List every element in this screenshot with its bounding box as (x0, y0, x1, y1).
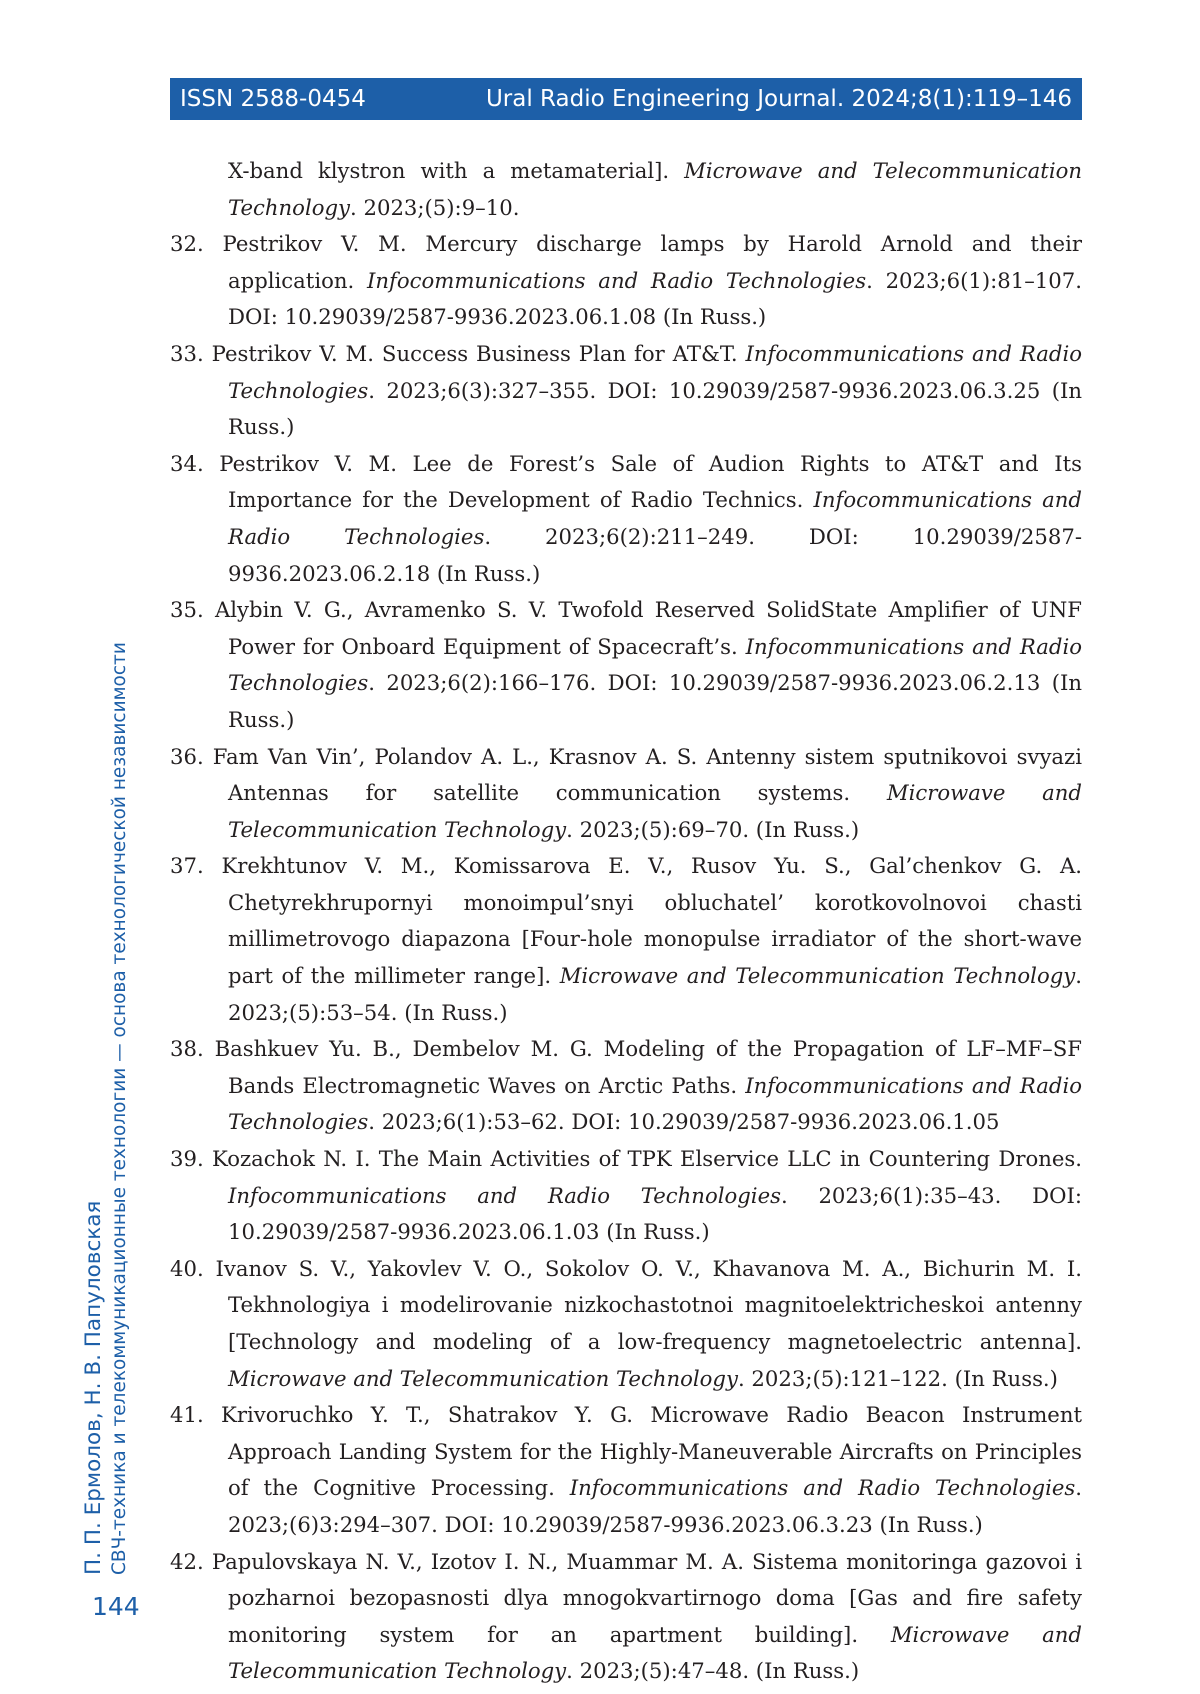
reference-list (170, 153, 1082, 1690)
issn: ISSN 2588-0454 (180, 86, 366, 112)
journal-header (170, 78, 1082, 120)
reference-item: 42. Papulovskaya N. V., Izotov I. N., Muammar M. A. Sistema monitoringa gazovoi i pozharnoi bezopasnosti dlya mnogokvartirnogo doma [Gas and fire safety monitoring system for an apartment building]. Microwave and Telecommunication Technology. 2023;(5):47–48. (In Russ.) (170, 1548, 1082, 1684)
sidebar-authors: П. П. Ермолов, Н. В. Папуловская (81, 1200, 106, 1575)
reference-item: 37. Krekhtunov V. M., Komissarova E. V., Rusov Yu. S., Gal’chenkov G. A. Chetyrekhrupornyi monoimpul’snyi obluchatel’ korotkovolnovoi chasti millimetrovogo diapazona [Four-hole monopulse irradiator of the short-wave part of the millimeter range]. Microwave and Telecommunication Technology. 2023;(5):53–54. (In Russ.) (170, 853, 1082, 1025)
reference-item: 38. Bashkuev Yu. B., Dembelov M. G. Modeling of the Propagation of LF–MF–SF Bands Electromagnetic Waves on Arctic Paths. Infocommunications and Radio Technologies. 2023;6(1):53–62. DOI: 10.29039/2587-9936.2023.06.1.05 (170, 1036, 1083, 1135)
reference-item: 40. Ivanov S. V., Yakovlev V. O., Sokolov O. V., Khavanova M. A., Bichurin M. I. Tekhnologiya i modelirovanie nizkochastotnoi magnitoelektricheskoi antenny [Technology and modeling of a low-frequency magnetoelectric antenna]. Microwave and Telecommunication Technology. 2023;(5):121–122. (In Russ.) (170, 1255, 1083, 1391)
reference-item: 35. Alybin V. G., Avramenko S. V. Twofold Reserved SolidState Amplifier of UNF Power for Onboard Equipment of Spacecraft’s. Infocommunications and Radio Technologies. 2023;6(2):166–176. DOI: 10.29039/2587-9936.2023.06.2.13 (In Russ.) (170, 597, 1082, 732)
reference-item: 36. Fam Van Vin’, Polandov A. L., Krasnov A. S. Antenny sistem sputnikovoi svyazi Antennas for satellite communication systems. Microwave and Telecommunication Technology. 2023;(5):69–70. (In Russ.) (170, 743, 1082, 842)
reference-item: 39. Kozachok N. I. The Main Activities of TPK Elservice LLC in Countering Drones. Infocommunications and Radio Technologies. 2023;6(1):35–43. DOI: 10.29039/2587-9936.2023.06.1.03 (In Russ.) (170, 1146, 1083, 1245)
reference-item: 32. Pestrikov V. M. Mercury discharge lamps by Harold Arnold and their application. Infocommunications and Radio Technologies. 2023;6(1):81–107. DOI: 10.29039/2587-9936.2023.06.1.08 (In Russ.) (170, 231, 1083, 330)
sidebar-title: СВЧ-техника и телекоммуникационные технологии — основа технологической независимости (109, 642, 130, 1575)
page-number: 144 (92, 1592, 140, 1621)
reference-item: 33. Pestrikov V. M. Success Business Plan for AT&T. Infocommunications and Radio Technologies. 2023;6(3):327–355. DOI: 10.29039/2587-9936.2023.06.3.25 (In Russ.) (170, 340, 1082, 440)
reference-item: 41. Krivoruchko Y. T., Shatrakov Y. G. Microwave Radio Beacon Instrument Approach Landing System for the Highly-Maneuverable Aircrafts on Principles of the Cognitive Processing. Infocommunications and Radio Technologies. 2023;(6)3:294–307. DOI: 10.29039/2587-9936.2023.06.3.23 (In Russ.) (170, 1402, 1083, 1537)
journal-citation: Ural Radio Engineering Journal. 2024;8(1):119–146 (485, 86, 1072, 112)
running-sidebar (80, 615, 170, 1575)
reference-item: X-band klystron with a metamaterial]. Microwave and Telecommunication Technology. 2023;(5):9–10. (228, 158, 1082, 220)
reference-item: 34. Pestrikov V. M. Lee de Forest’s Sale of Audion Rights to AT&T and Its Importance for the Development of Radio Technics. Infocommunications and Radio Technologies. 2023;6(2):211–249. DOI: 10.29039/2587-9936.2023.06.2.18 (In Russ.) (170, 450, 1082, 586)
